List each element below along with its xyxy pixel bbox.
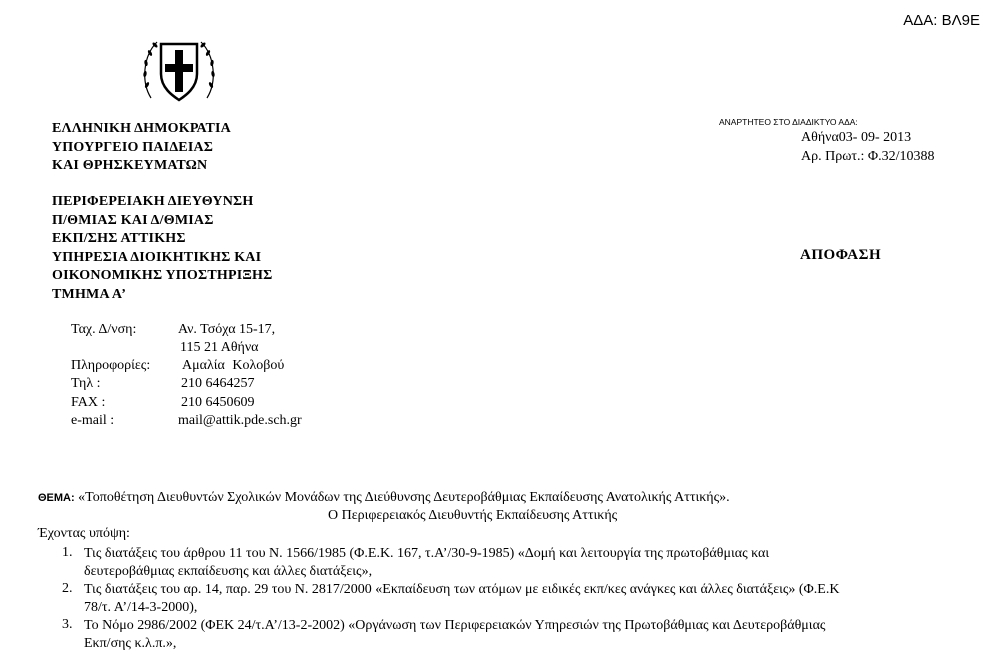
fax-label: FAX : — [71, 395, 106, 410]
list-item — [84, 617, 970, 652]
ministry-header — [52, 120, 231, 176]
address-line1: Αν. Τσόχα 15-17, — [178, 322, 276, 337]
regional-director-line: Ο Περιφερειακός Διευθυντής Εκπαίδευσης Αττικής — [328, 508, 618, 523]
protocol-number: Αρ. Πρωτ.: Φ.32/10388 — [801, 149, 935, 164]
list-item-line: Τις διατάξεις του αρ. 14, παρ. 29 του Ν. 2817/2000 «Εκπαίδευση των ατόμων με ειδικές εκπ/κες ανάγκες και άλλες διατάξεις» (Φ.Ε.Κ — [84, 582, 840, 597]
header-line: ΚΑΙ ΘΡΗΣΚΕΥΜΑΤΩΝ — [52, 158, 208, 173]
document-date: Αθήνα03- 09- 2013 — [801, 130, 912, 145]
subject-text: «Τοποθέτηση Διευθυντών Σχολικών Μονάδων της Διεύθυνσης Δευτεροβάθμιας Εκπαίδευσης Ανατολικής Αττικής». — [78, 490, 730, 505]
header-line: ΕΚΠ/ΣΗΣ ΑΤΤΙΚΗΣ — [52, 231, 186, 246]
list-item-line: Εκπ/σης κ.λ.π.», — [84, 635, 177, 651]
list-item-line: δευτεροβάθμιας εκπαίδευσης και άλλες διατάξεις», — [84, 563, 373, 579]
list-item-line: 78/τ. Α’/14-3-2000), — [84, 599, 198, 615]
list-item-line: Το Νόμο 2986/2002 (ΦΕΚ 24/τ.Α’/13-2-2002) «Οργάνωση των Περιφερειακών Υπηρεσιών της Πρωτοβάθμιας και Δευτεροβάθμιας — [84, 618, 826, 633]
email-value: mail@attik.pde.sch.gr — [178, 413, 302, 428]
decision-title: ΑΠΟΦΑΣΗ — [800, 247, 882, 263]
info-label: Πληροφορίες: — [71, 358, 151, 373]
posted-online-label: ΑΝΑΡΤΗΤΕΟ ΣΤΟ ΔΙΑΔΙΚΤΥΟ ΑΔΑ: — [719, 117, 858, 127]
header-line: ΥΠΗΡΕΣΙΑ ΔΙΟΙΚΗΤΙΚΗΣ ΚΑΙ — [52, 249, 262, 265]
list-item-line: Τις διατάξεις του άρθρου 11 του Ν. 1566/1985 (Φ.Ε.Κ. 167, τ.Α’/30-9-1985) «Δομή και λειτουργία της πρωτοβάθμιας και — [84, 546, 770, 561]
list-item — [84, 581, 970, 616]
subject-label: ΘΕΜΑ: — [38, 492, 75, 504]
info-value: Αμαλία Κολοβού — [182, 358, 285, 373]
greek-state-emblem-icon — [141, 30, 217, 106]
header-line: ΥΠΟΥΡΓΕΙΟ ΠΑΙΔΕΙΑΣ — [52, 139, 214, 155]
header-line: ΠΕΡΙΦΕΡΕΙΑΚΗ ΔΙΕΥΘΥΝΣΗ — [52, 194, 254, 209]
phone-value: 210 6464257 — [181, 376, 255, 391]
considering-heading: Έχοντας υπόψη: — [38, 526, 130, 541]
email-label: e-mail : — [71, 413, 115, 428]
list-item-number: 3. — [62, 617, 73, 632]
list-item-number: 1. — [62, 545, 73, 560]
header-line: Π/ΘΜΙΑΣ ΚΑΙ Δ/ΘΜΙΑΣ — [52, 212, 214, 228]
header-line: ΤΜΗΜΑ Α’ — [52, 286, 127, 302]
ada-code: ΑΔΑ: ΒΛ9Ε — [903, 12, 980, 29]
list-item — [84, 545, 970, 580]
subject-line — [38, 490, 730, 506]
directorate-header — [52, 193, 273, 304]
list-item-number: 2. — [62, 581, 73, 596]
address-line2: 115 21 Αθήνα — [180, 340, 259, 355]
address-label: Ταχ. Δ/νση: — [71, 322, 137, 337]
header-line: ΟΙΚΟΝΟΜΙΚΗΣ ΥΠΟΣΤΗΡΙΞΗΣ — [52, 268, 273, 283]
fax-value: 210 6450609 — [181, 395, 255, 410]
header-line: ΕΛΛΗΝΙΚΗ ΔΗΜΟΚΡΑΤΙΑ — [52, 121, 231, 136]
phone-label: Τηλ : — [71, 376, 101, 391]
